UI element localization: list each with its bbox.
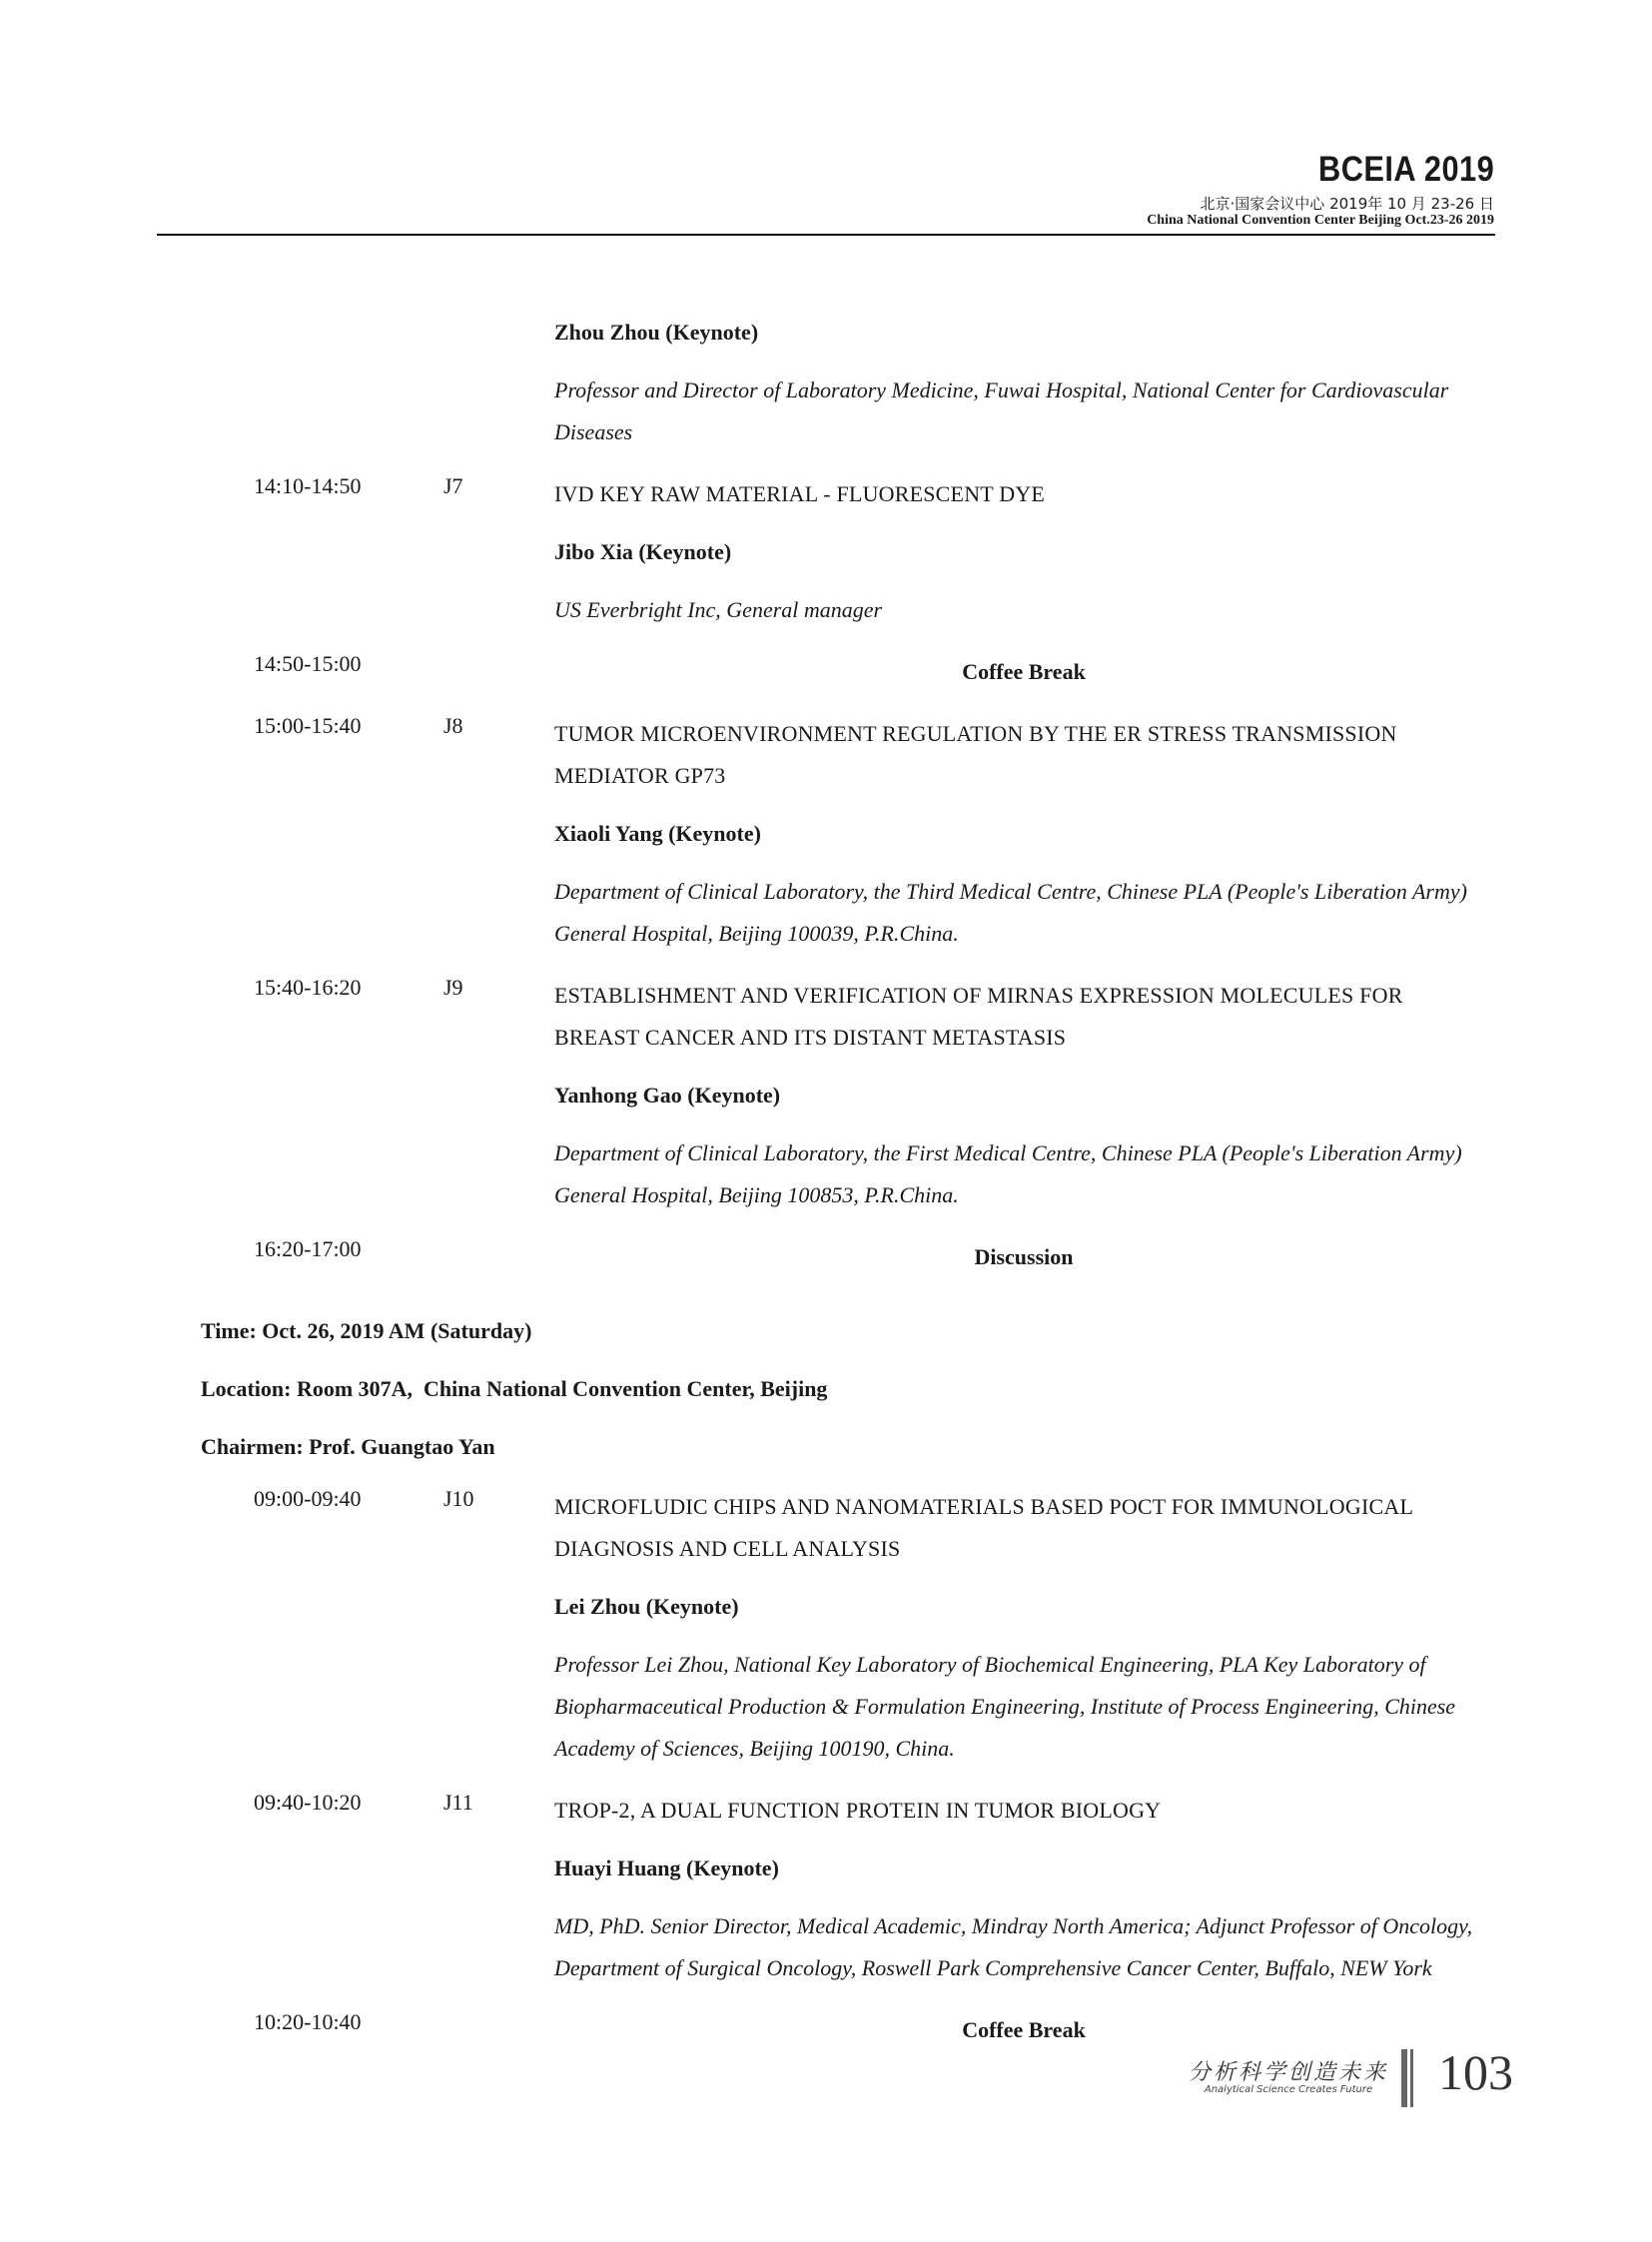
talk-title: TROP-2, A DUAL FUNCTION PROTEIN IN TUMOR BIOLOGY: [554, 1798, 1162, 1823]
speaker-name: Huayi Huang (Keynote): [554, 1856, 779, 1880]
footer-divider-bars: [1401, 2049, 1415, 2107]
discussion-label: Discussion: [974, 1244, 1074, 1269]
program-entry-j10: [0, 1486, 1652, 1770]
program-entry-j9: [0, 975, 1652, 1216]
talk-title: TUMOR MICROENVIRONMENT REGULATION BY THE ER STRESS TRANSMISSION MEDIATOR GP73: [554, 721, 1397, 788]
entry-code: J10: [443, 1486, 474, 1511]
entry-time: 15:40-16:20: [254, 975, 362, 1000]
speaker-name: Xiaoli Yang (Keynote): [554, 821, 761, 846]
conference-subtitle-cn: 北京·国家会议中心 2019年 10 月 23-26 日: [1200, 195, 1494, 213]
footer-slogan-cn: 分析科学创造未来: [1189, 2060, 1389, 2085]
footer-slogan-en: Analytical Science Creates Future: [1204, 2084, 1373, 2095]
speaker-affiliation: Department of Clinical Laboratory, the First Medical Centre, Chinese PLA (People's Liberation Army) General Hospital, Beijing 100853, P.R.China.: [554, 1140, 1462, 1207]
entry-code: J8: [443, 713, 463, 738]
program-content: [0, 312, 1652, 2071]
speaker-name: Zhou Zhou (Keynote): [554, 320, 759, 345]
entry-time: 14:10-14:50: [254, 473, 362, 498]
header-divider: [157, 234, 1495, 236]
session-location: Location: Room 307A, China National Convention Center, Beijing: [201, 1376, 828, 1401]
program-entry-j11: [0, 1790, 1652, 1989]
speaker-affiliation: Professor and Director of Laboratory Medicine, Fuwai Hospital, National Center for Cardiovascular Diseases: [554, 377, 1449, 444]
speaker-name: Jibo Xia (Keynote): [554, 539, 732, 564]
speaker-affiliation: Department of Clinical Laboratory, the Third Medical Centre, Chinese PLA (People's Liberation Army) General Hospital, Beijing 100039, P.R.China.: [554, 879, 1467, 946]
speaker-affiliation: MD, PhD. Senior Director, Medical Academic, Mindray North America; Adjunct Professor of Oncology, Department of Surgical Oncology, Roswell Park Comprehensive Cancer Center, Buffalo, NEW York: [554, 1913, 1473, 1980]
entry-code: J9: [443, 975, 463, 1000]
break-label: Coffee Break: [962, 659, 1086, 684]
speaker-affiliation: US Everbright Inc, General manager: [554, 597, 883, 622]
session-chairmen: Chairmen: Prof. Guangtao Yan: [201, 1434, 495, 1459]
entry-time: 15:00-15:40: [254, 713, 362, 738]
talk-title: MICROFLUDIC CHIPS AND NANOMATERIALS BASED POCT FOR IMMUNOLOGICAL DIAGNOSIS AND CELL ANALYSIS: [554, 1494, 1413, 1561]
conference-title: BCEIA 2019: [1317, 150, 1494, 189]
entry-time: 10:20-10:40: [254, 2009, 362, 2034]
program-entry-zhou-zhou: [0, 312, 1652, 453]
speaker-name: Lei Zhou (Keynote): [554, 1594, 739, 1619]
speaker-name: Yanhong Gao (Keynote): [554, 1083, 781, 1108]
entry-time: 09:00-09:40: [254, 1486, 362, 1511]
program-entry-break-1: [0, 651, 1652, 693]
entry-code: J7: [443, 473, 463, 498]
entry-time: 14:50-15:00: [254, 651, 362, 676]
talk-title: ESTABLISHMENT AND VERIFICATION OF MIRNAS EXPRESSION MOLECULES FOR BREAST CANCER AND ITS DISTANT METASTASIS: [554, 983, 1403, 1050]
conference-subtitle-en: China National Convention Center Beijing Oct.23-26 2019: [1147, 213, 1494, 228]
session-time: Time: Oct. 26, 2019 AM (Saturday): [201, 1318, 532, 1343]
talk-title: IVD KEY RAW MATERIAL - FLUORESCENT DYE: [554, 481, 1046, 506]
page-number: 103: [1438, 2044, 1513, 2100]
entry-time: 16:20-17:00: [254, 1236, 362, 1261]
entry-time: 09:40-10:20: [254, 1790, 362, 1815]
entry-code: J11: [443, 1790, 473, 1815]
program-entry-break-2: [0, 2009, 1652, 2051]
program-entry-discussion: [0, 1236, 1652, 1278]
speaker-affiliation: Professor Lei Zhou, National Key Laboratory of Biochemical Engineering, PLA Key Laboratory of Biopharmaceutical Production & Formulation Engineering, Institute of Process Engineering, Chinese Academy of Sciences, Beijing 100190, China.: [554, 1652, 1456, 1761]
break-label: Coffee Break: [962, 2017, 1086, 2042]
footer-slogan: [1189, 2055, 1388, 2095]
program-entry-j7: [0, 473, 1652, 631]
program-entry-j8: [0, 713, 1652, 955]
